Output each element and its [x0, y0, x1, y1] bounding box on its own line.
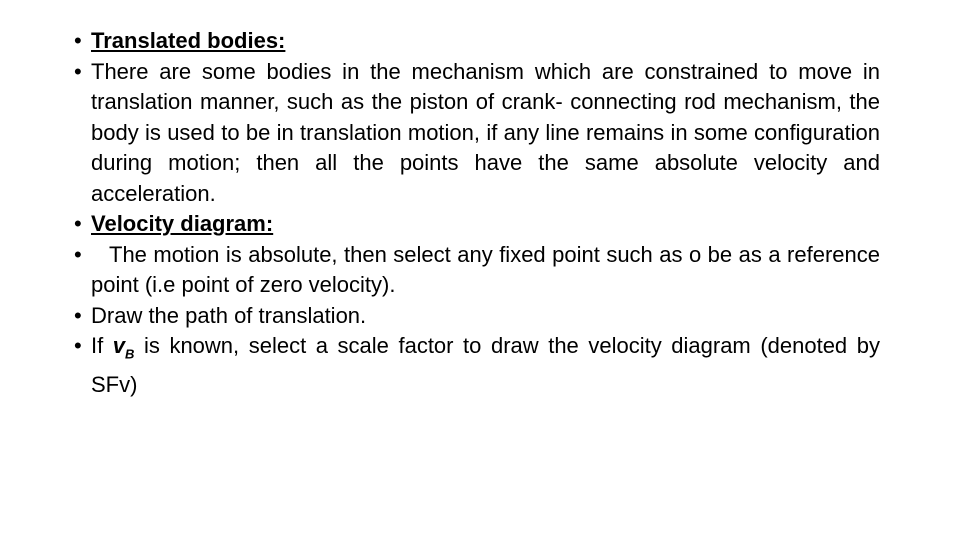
bullet-icon: •	[74, 211, 82, 236]
bullet-icon: •	[74, 302, 82, 328]
heading-text: Translated bodies:	[91, 28, 286, 53]
paragraph-text: Draw the path of translation.	[91, 302, 367, 328]
bullet-icon: •	[74, 333, 82, 358]
bullet-absolute-motion	[74, 240, 880, 301]
velocity-symbol-subscript: B	[125, 346, 135, 362]
text-before-symbol: If	[91, 333, 104, 358]
bullet-translation-description	[74, 57, 880, 210]
bullet-icon: •	[74, 241, 82, 267]
paragraph-text: There are some bodies in the mechanism which are constrained to move in translation manner, such as the piston of crank- connecting rod mechanism, the body is used to be in translation motion, if any line remains in some configuration during motion; then all the points have the same absolute velocity and acceleration.	[91, 58, 880, 206]
bullet-list	[74, 26, 880, 400]
text-after-symbol: is known, select a scale factor to draw the velocity diagram (denoted by SFv)	[91, 333, 880, 397]
velocity-symbol	[112, 333, 135, 362]
bullet-scale-factor	[74, 331, 880, 400]
paragraph-text: The motion is absolute, then select any fixed point such as o be as a reference point (i.e point of zero velocity).	[91, 241, 880, 297]
bullet-heading-translated-bodies	[74, 26, 880, 57]
heading-text: Velocity diagram:	[91, 211, 274, 236]
bullet-icon: •	[74, 28, 82, 53]
bullet-draw-path	[74, 301, 880, 332]
velocity-symbol-letter: v	[112, 333, 126, 358]
bullet-icon: •	[74, 58, 82, 84]
bullet-heading-velocity-diagram	[74, 209, 880, 240]
